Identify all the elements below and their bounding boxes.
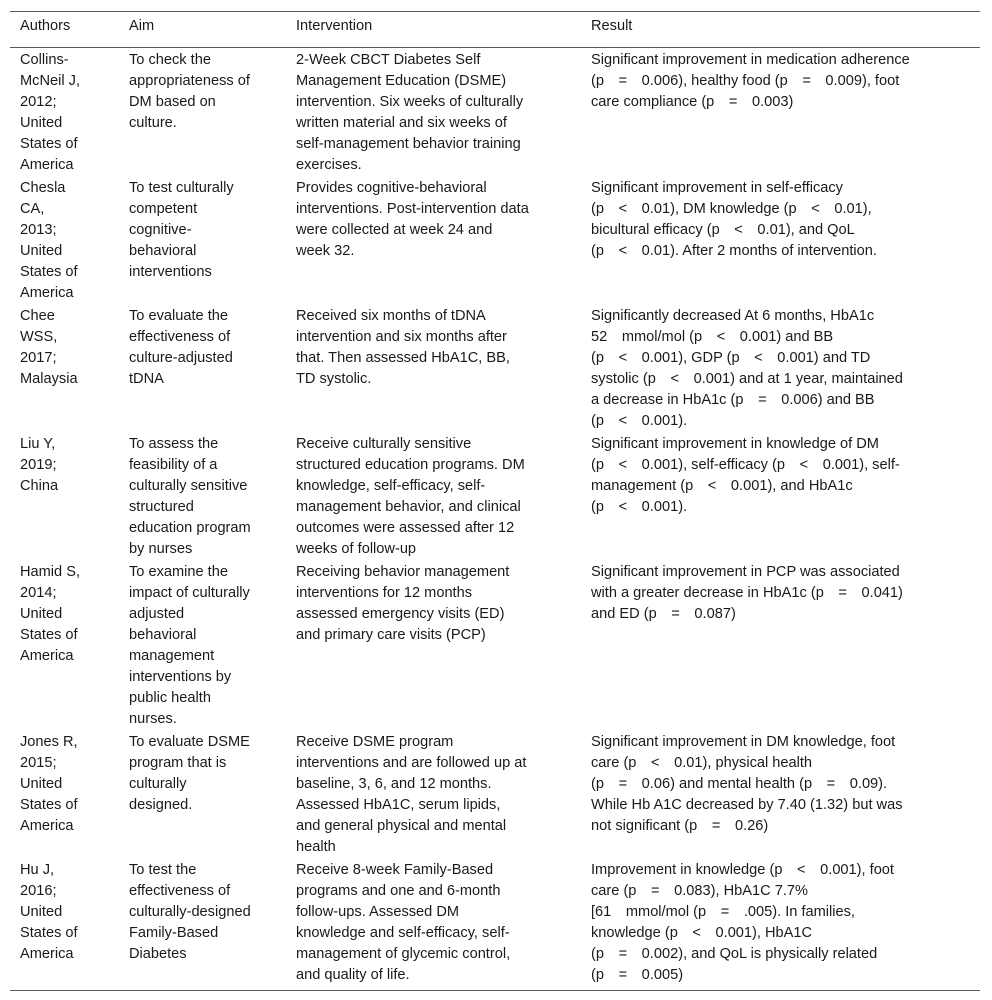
intervention-line: weeks of follow-up <box>296 541 417 557</box>
authors-cell <box>10 432 119 560</box>
intervention-line: Receiving behavior management <box>296 564 510 580</box>
result-line: Significantly decreased At 6 months, HbA1c <box>591 308 875 324</box>
intervention-line: and general physical and mental <box>296 818 507 834</box>
aim-line: To check the <box>129 52 211 68</box>
aim-cell <box>119 730 296 858</box>
intervention-line: Received six months of tDNA <box>296 308 486 324</box>
table-row <box>10 304 980 432</box>
intervention-line: and primary care visits (PCP) <box>296 627 486 643</box>
authors-line: States of <box>20 136 78 152</box>
aim-cell <box>119 176 296 304</box>
authors-line: 2016; <box>20 883 57 899</box>
aim-line: To test the <box>129 862 197 878</box>
aim-line: management <box>129 648 215 664</box>
authors-line: 2012; <box>20 94 57 110</box>
result-line: not significant (p = 0.26) <box>591 818 769 834</box>
result-line: Improvement in knowledge (p < 0.001), foot <box>591 862 894 878</box>
aim-line: interventions by <box>129 669 232 685</box>
authors-cell <box>10 176 119 304</box>
result-line: While Hb A1C decreased by 7.40 (1.32) but was <box>591 797 903 813</box>
intervention-cell <box>296 176 591 304</box>
studies-table <box>10 11 980 991</box>
aim-line: Family-Based <box>129 925 219 941</box>
authors-line: CA, <box>20 201 45 217</box>
intervention-line: were collected at week 24 and <box>296 222 493 238</box>
table-row <box>10 730 980 858</box>
result-line: [61 mmol/mol (p = .005). In families, <box>591 904 855 920</box>
table-row <box>10 432 980 560</box>
result-line: Significant improvement in medication adherence <box>591 52 910 68</box>
authors-line: Jones R, <box>20 734 78 750</box>
authors-line: Malaysia <box>20 371 78 387</box>
aim-line: program that is <box>129 755 227 771</box>
aim-line: culturally sensitive <box>129 478 248 494</box>
authors-line: China <box>20 478 59 494</box>
result-cell <box>591 858 980 991</box>
aim-line: impact of culturally <box>129 585 250 601</box>
result-line: with a greater decrease in HbA1c (p = 0.041) <box>591 585 903 601</box>
intervention-line: management of glycemic control, <box>296 946 511 962</box>
aim-line: public health <box>129 690 211 706</box>
authors-line: America <box>20 285 74 301</box>
aim-cell <box>119 432 296 560</box>
result-cell <box>591 432 980 560</box>
aim-line: feasibility of a <box>129 457 218 473</box>
result-cell <box>591 560 980 730</box>
authors-cell <box>10 730 119 858</box>
result-cell <box>591 730 980 858</box>
authors-line: States of <box>20 264 78 280</box>
aim-line: effectiveness of <box>129 329 231 345</box>
intervention-line: outcomes were assessed after 12 <box>296 520 515 536</box>
header-aim: Aim <box>119 12 296 48</box>
result-cell <box>591 48 980 177</box>
aim-line: competent <box>129 201 198 217</box>
aim-line: by nurses <box>129 541 193 557</box>
intervention-line: Provides cognitive-behavioral <box>296 180 487 196</box>
aim-cell <box>119 48 296 177</box>
intervention-cell <box>296 304 591 432</box>
intervention-line: Receive culturally sensitive <box>296 436 472 452</box>
result-line: management (p < 0.001), and HbA1c <box>591 478 853 494</box>
aim-line: To evaluate DSME <box>129 734 250 750</box>
intervention-line: interventions and are followed up at <box>296 755 527 771</box>
aim-line: culture. <box>129 115 177 131</box>
result-line: 52 mmol/mol (p < 0.001) and BB <box>591 329 834 345</box>
aim-line: culturally-designed <box>129 904 251 920</box>
aim-cell <box>119 858 296 991</box>
result-line: Significant improvement in DM knowledge, foot <box>591 734 896 750</box>
intervention-line: health <box>296 839 336 855</box>
authors-line: 2013; <box>20 222 57 238</box>
result-line: a decrease in HbA1c (p = 0.006) and BB <box>591 392 875 408</box>
result-line: (p < 0.001). <box>591 499 688 515</box>
intervention-line: and quality of life. <box>296 967 410 983</box>
authors-line: United <box>20 776 63 792</box>
intervention-line: assessed emergency visits (ED) <box>296 606 505 622</box>
authors-line: States of <box>20 627 78 643</box>
aim-line: To assess the <box>129 436 219 452</box>
authors-line: America <box>20 946 74 962</box>
result-line: (p = 0.005) <box>591 967 684 983</box>
authors-line: America <box>20 648 74 664</box>
authors-line: Hu J, <box>20 862 55 878</box>
authors-line: United <box>20 243 63 259</box>
intervention-line: interventions. Post-intervention data <box>296 201 529 217</box>
result-line: (p < 0.01), DM knowledge (p < 0.01), <box>591 201 872 217</box>
authors-line: 2014; <box>20 585 57 601</box>
intervention-line: exercises. <box>296 157 362 173</box>
aim-line: culture-adjusted <box>129 350 233 366</box>
authors-line: 2017; <box>20 350 57 366</box>
intervention-line: baseline, 3, 6, and 12 months. <box>296 776 492 792</box>
intervention-line: Receive DSME program <box>296 734 454 750</box>
intervention-line: follow-ups. Assessed DM <box>296 904 460 920</box>
aim-cell <box>119 304 296 432</box>
intervention-line: self-management behavior training <box>296 136 521 152</box>
aim-line: appropriateness of <box>129 73 250 89</box>
table-row <box>10 560 980 730</box>
authors-cell <box>10 560 119 730</box>
authors-line: United <box>20 904 63 920</box>
result-line: and ED (p = 0.087) <box>591 606 736 622</box>
aim-line: DM based on <box>129 94 216 110</box>
table-row <box>10 858 980 991</box>
table-row <box>10 176 980 304</box>
authors-line: United <box>20 606 63 622</box>
aim-line: designed. <box>129 797 193 813</box>
aim-line: adjusted <box>129 606 185 622</box>
aim-line: nurses. <box>129 711 177 727</box>
authors-line: Chee <box>20 308 55 324</box>
authors-line: WSS, <box>20 329 58 345</box>
aim-line: effectiveness of <box>129 883 231 899</box>
result-line: bicultural efficacy (p < 0.01), and QoL <box>591 222 855 238</box>
intervention-line: management behavior, and clinical <box>296 499 521 515</box>
aim-line: To examine the <box>129 564 228 580</box>
authors-line: Chesla <box>20 180 66 196</box>
intervention-cell <box>296 560 591 730</box>
result-line: (p < 0.001). <box>591 413 688 429</box>
authors-line: States of <box>20 925 78 941</box>
intervention-cell <box>296 858 591 991</box>
intervention-line: Assessed HbA1C, serum lipids, <box>296 797 501 813</box>
aim-line: interventions <box>129 264 212 280</box>
authors-cell <box>10 48 119 177</box>
result-line: care compliance (p = 0.003) <box>591 94 794 110</box>
aim-line: tDNA <box>129 371 164 387</box>
table-row <box>10 48 980 177</box>
intervention-line: intervention. Six weeks of culturally <box>296 94 524 110</box>
result-line: knowledge (p < 0.001), HbA1C <box>591 925 813 941</box>
intervention-line: Management Education (DSME) <box>296 73 507 89</box>
intervention-line: written material and six weeks of <box>296 115 507 131</box>
aim-line: behavioral <box>129 243 197 259</box>
authors-line: America <box>20 157 74 173</box>
result-line: Significant improvement in PCP was associated <box>591 564 900 580</box>
result-line: (p = 0.002), and QoL is physically related <box>591 946 878 962</box>
intervention-line: knowledge and self-efficacy, self- <box>296 925 510 941</box>
result-line: (p < 0.001), GDP (p < 0.001) and TD <box>591 350 871 366</box>
result-line: (p < 0.001), self-efficacy (p < 0.001), self- <box>591 457 900 473</box>
result-cell <box>591 304 980 432</box>
intervention-line: knowledge, self-efficacy, self- <box>296 478 486 494</box>
intervention-line: intervention and six months after <box>296 329 507 345</box>
aim-line: To test culturally <box>129 180 234 196</box>
result-line: (p = 0.006), healthy food (p = 0.009), foot <box>591 73 900 89</box>
header-intervention: Intervention <box>296 12 591 48</box>
authors-line: 2015; <box>20 755 57 771</box>
aim-line: behavioral <box>129 627 197 643</box>
result-line: Significant improvement in self-efficacy <box>591 180 843 196</box>
aim-line: To evaluate the <box>129 308 228 324</box>
aim-line: culturally <box>129 776 187 792</box>
intervention-cell <box>296 730 591 858</box>
result-line: care (p < 0.01), physical health <box>591 755 813 771</box>
authors-line: States of <box>20 797 78 813</box>
aim-line: cognitive- <box>129 222 192 238</box>
authors-line: Hamid S, <box>20 564 81 580</box>
authors-cell <box>10 304 119 432</box>
result-line: (p = 0.06) and mental health (p = 0.09). <box>591 776 888 792</box>
aim-cell <box>119 560 296 730</box>
intervention-line: programs and one and 6-month <box>296 883 501 899</box>
intervention-line: interventions for 12 months <box>296 585 473 601</box>
aim-line: Diabetes <box>129 946 187 962</box>
intervention-line: 2-Week CBCT Diabetes Self <box>296 52 481 68</box>
authors-line: 2019; <box>20 457 57 473</box>
header-row <box>10 12 980 48</box>
intervention-line: Receive 8-week Family-Based <box>296 862 494 878</box>
table-body <box>10 48 980 991</box>
table-header <box>10 12 980 48</box>
header-result: Result <box>591 12 980 48</box>
intervention-line: week 32. <box>296 243 355 259</box>
result-cell <box>591 176 980 304</box>
authors-line: Collins- <box>20 52 69 68</box>
header-authors: Authors <box>10 12 119 48</box>
result-line: systolic (p < 0.001) and at 1 year, maintained <box>591 371 903 387</box>
intervention-cell <box>296 432 591 560</box>
aim-line: structured <box>129 499 194 515</box>
result-line: Significant improvement in knowledge of DM <box>591 436 879 452</box>
authors-line: United <box>20 115 63 131</box>
intervention-line: TD systolic. <box>296 371 372 387</box>
aim-line: education program <box>129 520 251 536</box>
result-line: care (p = 0.083), HbA1C 7.7% <box>591 883 808 899</box>
authors-line: McNeil J, <box>20 73 80 89</box>
intervention-cell <box>296 48 591 177</box>
authors-line: America <box>20 818 74 834</box>
intervention-line: structured education programs. DM <box>296 457 525 473</box>
intervention-line: that. Then assessed HbA1C, BB, <box>296 350 510 366</box>
authors-cell <box>10 858 119 991</box>
result-line: (p < 0.01). After 2 months of intervention. <box>591 243 877 259</box>
authors-line: Liu Y, <box>20 436 56 452</box>
